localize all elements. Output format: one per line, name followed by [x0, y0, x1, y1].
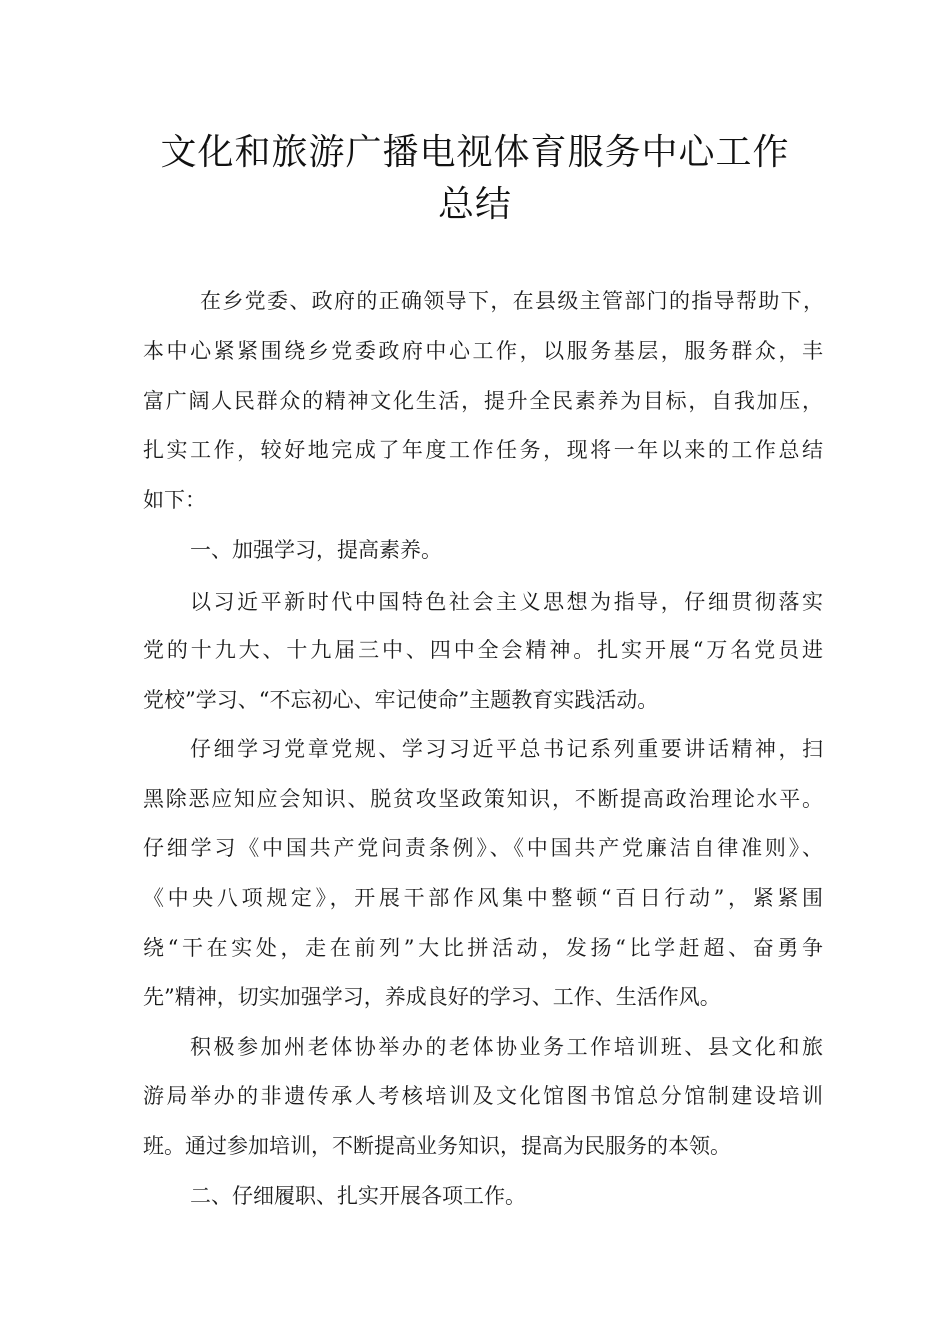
- paragraph-1-line-4: 扎实工作，较好地完成了年度工作任务，现将一年以来的工作总结: [143, 438, 823, 462]
- paragraph-4-line-3: 班。通过参加培训，不断提高业务知识，提高为民服务的本领。: [143, 1134, 731, 1158]
- paragraph-3-line-2: 黑除恶应知应会知识、脱贫攻坚政策知识，不断提高政治理论水平。: [143, 787, 823, 811]
- paragraph-4-line-1: 积极参加州老体协举办的老体协业务工作培训班、县文化和旅: [190, 1035, 823, 1059]
- section-heading-2: 二、仔细履职、扎实开展各项工作。: [190, 1184, 526, 1208]
- paragraph-1-line-3: 富广阔人民群众的精神文化生活，提升全民素养为目标，自我加压，: [143, 389, 823, 413]
- paragraph-2-line-1: 以习近平新时代中国特色社会主义思想为指导，仔细贯彻落实: [190, 590, 823, 614]
- paragraph-1-line-1: 在乡党委、政府的正确领导下，在县级主管部门的指导帮助下，: [200, 289, 824, 313]
- paragraph-3-line-5: 绕“干在实处，走在前列”大比拼活动，发扬“比学赶超、奋勇争: [143, 936, 823, 960]
- document-title-line-1: 文化和旅游广播电视体育服务中心工作: [160, 132, 790, 173]
- paragraph-2-line-3: 党校”学习、“不忘初心、牢记使命”主题教育实践活动。: [143, 688, 659, 712]
- paragraph-1-line-2: 本中心紧紧围绕乡党委政府中心工作，以服务基层，服务群众，丰: [143, 339, 823, 363]
- paragraph-2-line-2: 党的十九大、十九届三中、四中全会精神。扎实开展“万名党员进: [143, 638, 823, 662]
- section-heading-1: 一、加强学习，提高素养。: [190, 538, 442, 562]
- paragraph-3-line-6: 先”精神，切实加强学习，养成良好的学习、工作、生活作风。: [143, 985, 721, 1009]
- paragraph-4-line-2: 游局举办的非遗传承人考核培训及文化馆图书馆总分馆制建设培训: [143, 1084, 823, 1108]
- paragraph-3-line-1: 仔细学习党章党规、学习习近平总书记系列重要讲话精神，扫: [190, 737, 823, 761]
- paragraph-3-line-3: 仔细学习《中国共产党问责条例》、《中国共产党廉洁自律准则》、: [143, 836, 823, 860]
- document-title-line-2: 总结: [437, 184, 512, 225]
- paragraph-1-line-5: 如下：: [143, 488, 206, 512]
- paragraph-3-line-4: 《中央八项规定》，开展干部作风集中整顿“百日行动”，紧紧围: [143, 886, 823, 910]
